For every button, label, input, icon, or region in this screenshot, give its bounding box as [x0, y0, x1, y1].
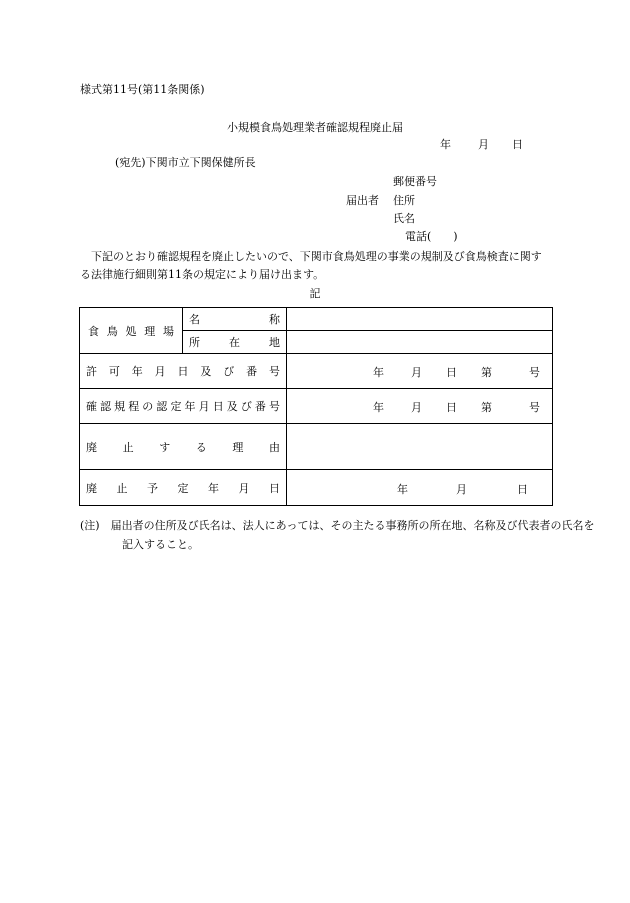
planned-date-label: 廃止予定年月日: [80, 470, 287, 506]
reason-label: 廃止する理由: [80, 424, 287, 470]
footnote: (注) 届出者の住所及び氏名は、法人にあっては、その主たる事務所の所在地、名称及び代表者の氏名を記入すること。: [80, 519, 595, 551]
facility-label: 食鳥処理場: [80, 308, 183, 354]
permit-date-label: 許可年月日及び番号: [80, 354, 287, 389]
confirm-day: 日: [446, 401, 457, 414]
table-row: [80, 354, 553, 389]
permit-gou: 号: [529, 366, 540, 379]
facility-location-field[interactable]: [287, 331, 553, 354]
confirm-dai: 第: [481, 401, 492, 414]
planned-date-field[interactable]: [287, 470, 553, 506]
facility-name-label: 名称: [183, 308, 287, 331]
form-title: 小規模食鳥処理業者確認規程廃止届: [227, 121, 403, 134]
permit-year: 年: [373, 366, 384, 379]
body-text: 下記のとおり確認規程を廃止したいので、下関市食鳥処理の事業の規制及び食鳥検査に関する法律施行細則第11条の規定により届け出ます。: [80, 250, 542, 281]
address-label: 住所: [393, 194, 415, 207]
table-row: [80, 470, 553, 506]
ki-heading: 記: [309, 287, 321, 300]
phone-label: 電話( ): [405, 230, 458, 243]
table-row: [80, 308, 553, 331]
permit-day: 日: [446, 366, 457, 379]
table-row: [80, 389, 553, 424]
facility-location-label: 所在地: [183, 331, 287, 354]
addressee: (宛先)下関市立下関保健所長: [115, 156, 256, 169]
permit-dai: 第: [481, 366, 492, 379]
facility-name-field[interactable]: [287, 308, 553, 331]
permit-date-field[interactable]: [287, 354, 553, 389]
form-number: 様式第11号(第11条関係): [80, 83, 205, 96]
date-day: 日: [512, 138, 523, 151]
confirm-year: 年: [373, 401, 384, 414]
reason-field[interactable]: [287, 424, 553, 470]
date-year: 年: [440, 138, 451, 151]
application-table: [79, 307, 553, 506]
confirm-date-label: 確認規程の認定年月日及び番号: [80, 389, 287, 424]
postal-code-label: 郵便番号: [393, 175, 437, 188]
date-month: 月: [478, 138, 489, 151]
planned-day: 日: [517, 482, 528, 496]
confirm-gou: 号: [529, 401, 540, 414]
table-row: [80, 424, 553, 470]
permit-month: 月: [411, 366, 422, 379]
planned-month: 月: [456, 482, 467, 496]
name-label: 氏名: [393, 212, 415, 225]
confirm-date-field[interactable]: [287, 389, 553, 424]
planned-year: 年: [397, 482, 408, 496]
confirm-month: 月: [411, 401, 422, 414]
applicant-label: 届出者: [346, 194, 379, 207]
